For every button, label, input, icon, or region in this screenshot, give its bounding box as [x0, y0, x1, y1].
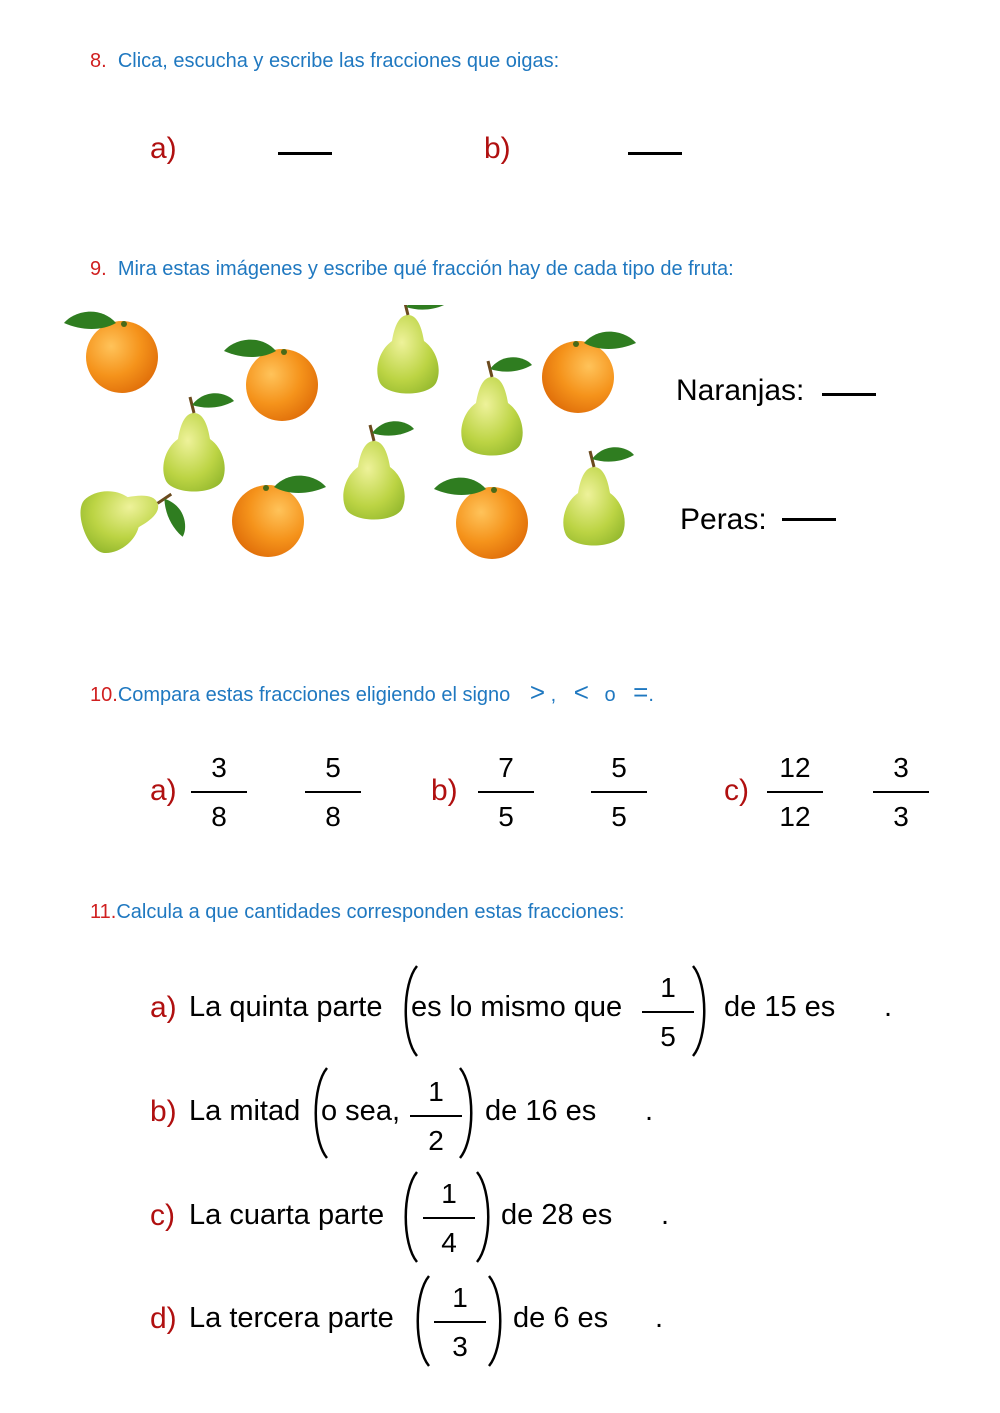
- q8-text: Clica, escucha y escribe las fracciones que oigas:: [117, 50, 560, 72]
- q10-c-label: c): [724, 774, 749, 807]
- q10-b-right-fraction: [591, 754, 647, 831]
- q11-d-after: de 6 es: [513, 1302, 609, 1334]
- fraction-bar: [767, 791, 823, 793]
- q11-c-before: La cuarta parte: [189, 1199, 385, 1231]
- left-parenthesis: [400, 1170, 420, 1264]
- q10-c-left-fraction: [767, 754, 823, 831]
- q11-text: Calcula a que cantidades corresponden estas fracciones:: [116, 901, 625, 923]
- denominator: 5: [611, 801, 627, 832]
- q11-heading: [90, 901, 624, 924]
- sign-greater: >: [529, 677, 546, 707]
- q11-d-label: d): [150, 1302, 177, 1335]
- q11-number: 11.: [90, 901, 117, 923]
- orange-fruit: [434, 478, 528, 559]
- q10-number: 10.: [90, 684, 118, 706]
- q10-text: Compara estas fracciones eligiendo el signo: [117, 684, 511, 706]
- orange-fruit: [224, 340, 318, 421]
- numerator: 5: [325, 752, 341, 783]
- denominator: 8: [325, 801, 341, 832]
- q8-a-label: a): [150, 132, 177, 165]
- fraction-bar: [423, 1217, 475, 1219]
- q9-text: Mira estas imágenes y escribe qué fracción hay de cada tipo de fruta:: [117, 258, 734, 280]
- q11-a-inner: es lo mismo que: [411, 991, 623, 1023]
- q10-c-right-fraction: [873, 754, 929, 831]
- q10-a-right-fraction: [305, 754, 361, 831]
- denominator: 4: [441, 1227, 457, 1258]
- peras-label: Peras:: [680, 503, 767, 536]
- numerator: 1: [441, 1178, 457, 1209]
- denominator: 2: [428, 1125, 444, 1156]
- right-parenthesis: [690, 964, 710, 1058]
- naranjas-answer-blank[interactable]: [822, 393, 876, 396]
- denominator: 3: [893, 801, 909, 832]
- fraction-bar: [873, 791, 929, 793]
- pear-fruit: [163, 393, 234, 491]
- fraction-bar: [591, 791, 647, 793]
- pear-fruit: [563, 447, 634, 545]
- right-parenthesis: [457, 1066, 477, 1160]
- q11-c-label: c): [150, 1199, 175, 1232]
- q10-b-label: b): [431, 774, 458, 807]
- q10-a-left-fraction: [191, 754, 247, 831]
- q8-b-label: b): [484, 132, 511, 165]
- q8-b-answer-blank[interactable]: [628, 152, 682, 155]
- denominator: 8: [211, 801, 227, 832]
- numerator: 3: [893, 752, 909, 783]
- fraction-bar: [410, 1115, 462, 1117]
- q11-d-fraction: [434, 1284, 486, 1361]
- fraction-bar: [305, 791, 361, 793]
- q9-heading: [90, 258, 734, 281]
- q11-a-label: a): [150, 991, 177, 1024]
- peras-answer-blank[interactable]: [782, 518, 836, 521]
- q11-b-period: .: [645, 1095, 654, 1127]
- q10-heading: [90, 677, 654, 708]
- numerator: 1: [452, 1282, 468, 1313]
- right-parenthesis: [474, 1170, 494, 1264]
- q8-heading: [90, 50, 559, 73]
- orange-fruit: [64, 312, 158, 393]
- naranjas-label: Naranjas:: [676, 374, 805, 407]
- q11-b-fraction: [410, 1078, 462, 1155]
- left-parenthesis: [412, 1274, 432, 1368]
- numerator: 3: [211, 752, 227, 783]
- orange-fruit: [232, 476, 326, 557]
- q11-c-fraction: [423, 1180, 475, 1257]
- numerator: 7: [498, 752, 514, 783]
- q11-b-inner: o sea,: [321, 1095, 400, 1127]
- q11-b-after: de 16 es: [485, 1095, 597, 1127]
- q11-a-fraction: [642, 974, 694, 1051]
- numerator: 5: [611, 752, 627, 783]
- q11-d-before: La tercera parte: [189, 1302, 394, 1334]
- denominator: 12: [779, 801, 811, 832]
- sign-less: <: [573, 677, 589, 707]
- sign-o: o: [604, 684, 616, 706]
- numerator: 12: [779, 752, 811, 783]
- numerator: 1: [428, 1076, 444, 1107]
- sign-dot: .: [648, 684, 654, 706]
- numerator: 1: [660, 972, 676, 1003]
- q10-a-label: a): [150, 774, 177, 807]
- sign-comma: ,: [550, 684, 557, 706]
- q11-c-period: .: [661, 1199, 670, 1231]
- q11-c-after: de 28 es: [501, 1199, 613, 1231]
- denominator: 3: [452, 1331, 468, 1362]
- pear-fruit: [461, 357, 532, 455]
- fraction-bar: [434, 1321, 486, 1323]
- q11-b-label: b): [150, 1095, 177, 1128]
- q11-d-period: .: [655, 1302, 664, 1334]
- sign-equal: =: [633, 677, 649, 707]
- denominator: 5: [498, 801, 514, 832]
- q8-number: 8.: [90, 50, 107, 72]
- pear-fruit: [343, 421, 414, 519]
- q11-a-before: La quinta parte: [189, 991, 383, 1023]
- fraction-bar: [478, 791, 534, 793]
- orange-fruit: [542, 332, 636, 413]
- pear-fruit: [377, 305, 448, 394]
- fruit-image: [40, 305, 650, 575]
- q8-a-answer-blank[interactable]: [278, 152, 332, 155]
- denominator: 5: [660, 1021, 676, 1052]
- q11-b-before: La mitad: [189, 1095, 301, 1127]
- q9-number: 9.: [90, 258, 107, 280]
- q11-a-period: .: [884, 991, 893, 1023]
- right-parenthesis: [486, 1274, 506, 1368]
- q11-a-after: de 15 es: [724, 991, 836, 1023]
- fraction-bar: [642, 1011, 694, 1013]
- q10-b-left-fraction: [478, 754, 534, 831]
- fraction-bar: [191, 791, 247, 793]
